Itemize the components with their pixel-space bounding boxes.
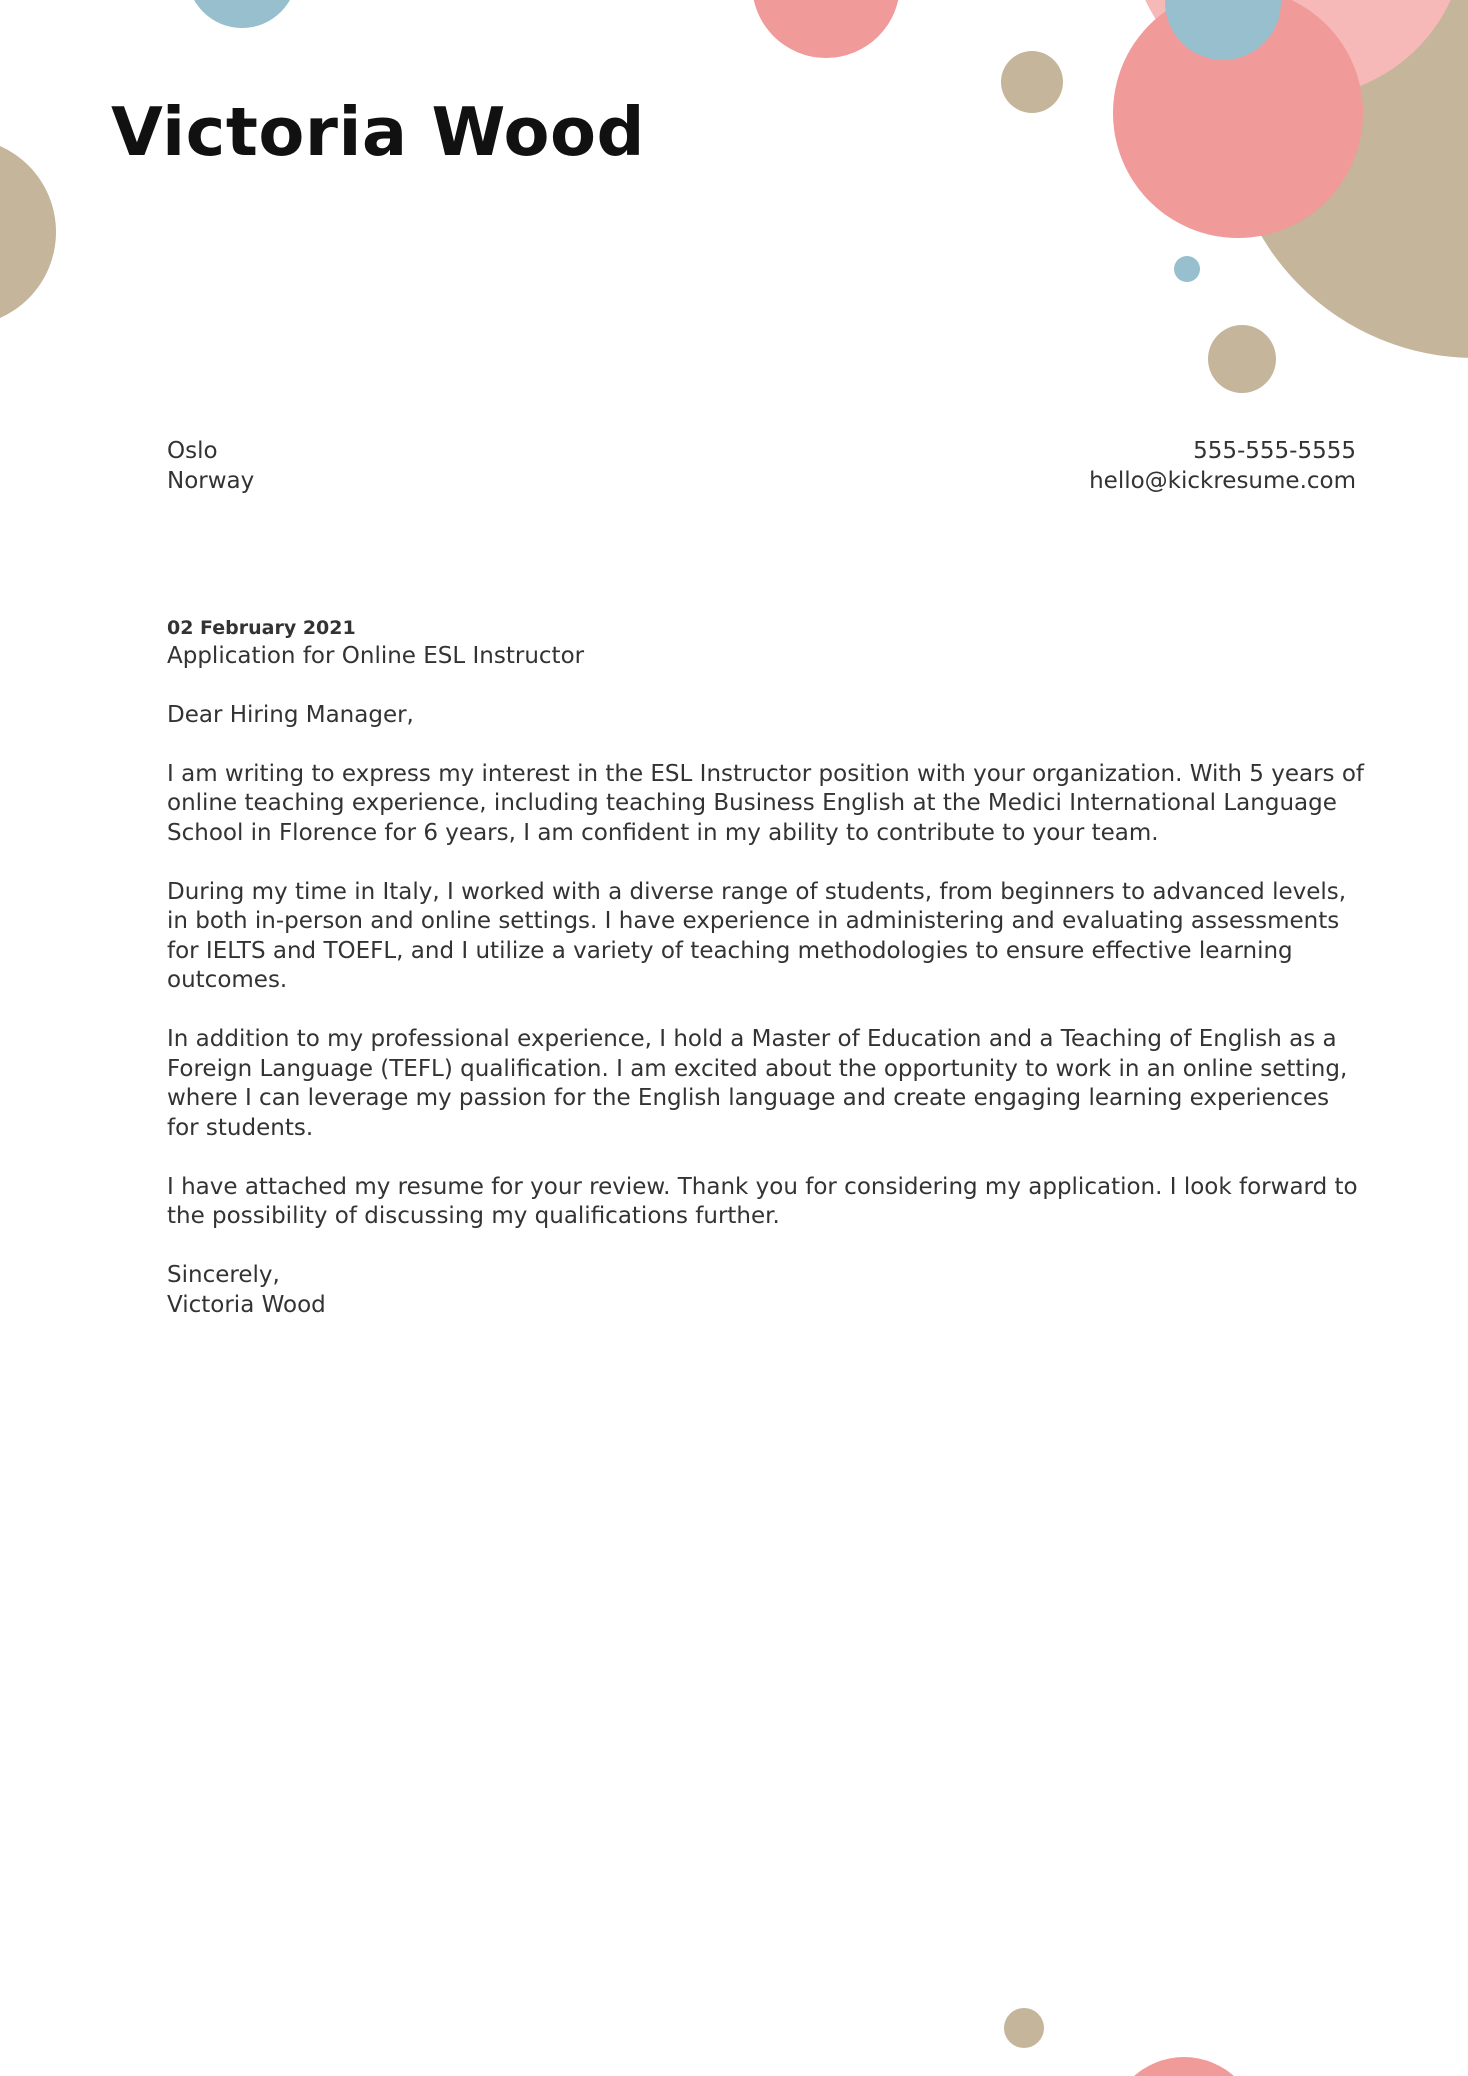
contact-city: Oslo: [167, 438, 218, 464]
decor-circle-small-tan: [1001, 51, 1063, 113]
letter-closing: Sincerely,: [167, 1262, 280, 1288]
decor-circle-light-pink: [1130, 0, 1466, 98]
letter-signature: Victoria Wood: [167, 1291, 326, 1318]
decor-circle-big-tan: [1227, 0, 1468, 358]
letter-date: 02 February 2021: [167, 617, 356, 639]
decor-circle-tiny-blue: [1174, 256, 1200, 282]
letter-paragraph: I have attached my resume for your review. Thank you for considering my application. I look forward to the possibility of discussing my qualifications further.: [167, 1173, 1358, 1229]
decor-circle-bottom-tan: [1004, 2008, 1044, 2048]
contact-country: Norway: [167, 468, 255, 494]
decor-circle-bottom-pink: [1109, 2057, 1259, 2076]
letter-salutation: Dear Hiring Manager,: [167, 701, 414, 728]
decor-circle-left-tan: [0, 138, 56, 326]
decor-circle-big-pink: [1113, 0, 1363, 238]
letter-subject: Application for Online ESL Instructor: [167, 643, 585, 669]
letter-closing-block: [167, 1261, 1367, 1320]
decor-circle-mid-tan: [1208, 325, 1276, 393]
contact-location: [167, 436, 254, 496]
contact-phone: 555-555-5555: [1193, 438, 1356, 464]
letter-paragraph: During my time in Italy, I worked with a diverse range of students, from beginners to advanced levels, in both in-person and online settings. I have experience in administering and evaluating assessments for IELTS and TOEFL, and I utilize a variety of teaching methodologies to ensure effective learning outcomes.: [167, 878, 1347, 993]
letter-body: [167, 614, 1367, 1320]
letter-paragraph: In addition to my professional experience, I hold a Master of Education and a Teaching of English as a Foreign Language (TEFL) qualification. I am excited about the opportunity to work in an online setting, where I can leverage my passion for the English language and create engaging learning experiences for students.: [167, 1026, 1348, 1141]
decor-circle-top-pink: [752, 0, 900, 58]
decor-circle-top-left-blue: [187, 0, 297, 28]
contact-email: hello@kickresume.com: [1089, 468, 1356, 494]
page-title: Victoria Wood: [111, 93, 645, 171]
letter-paragraph: I am writing to express my interest in the ESL Instructor position with your organization. With 5 years of online teaching experience, including teaching Business English at the Medici International Language School in Florence for 6 years, I am confident in my ability to contribute to your team.: [167, 760, 1364, 846]
contact-details: [1089, 436, 1356, 496]
decor-circle-top-blue: [1165, 0, 1281, 60]
